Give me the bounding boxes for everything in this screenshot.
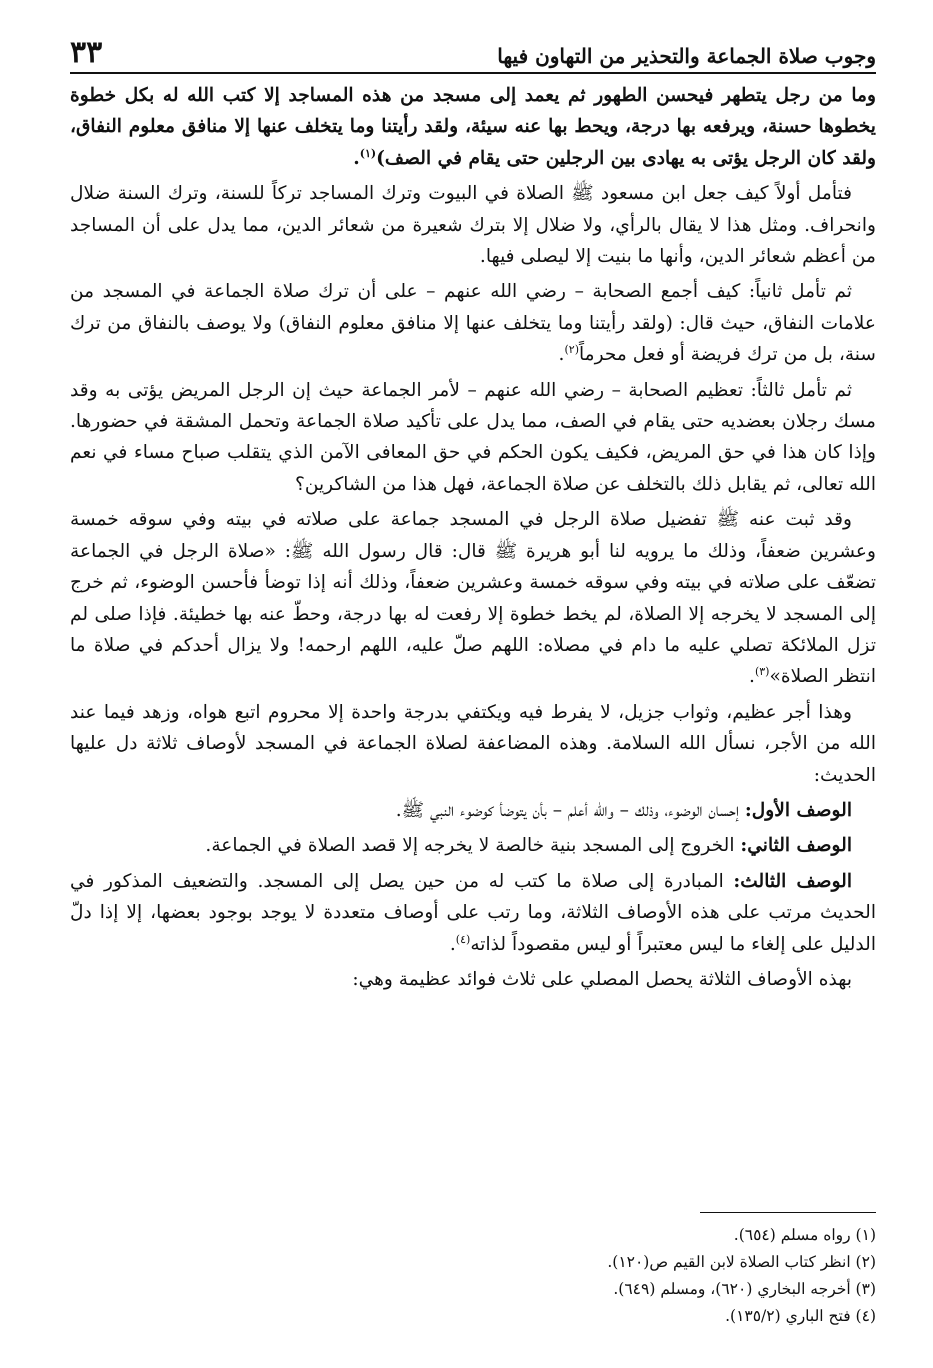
hadith-paragraph: وما من رجل يتطهر فيحسن الطهور ثم يعمد إلى مسجد من هذه المساجد إلا كتب الله له بكل خطوة يخطوها حسنة، ويرفعه بها درجة، ويحط بها عنه سيئة، ولقد رأيتنا وما يتخلف عنها إلا منافق معلوم النفاق، ولقد كان الرجل يؤتى به يهادى بين الرجلين حتى يقام في الصف)$^{(١)}$. xyxy=(70,85,876,169)
footnote-ref: (٤) xyxy=(455,932,471,946)
paragraph-second-reflection: ثم تأمل ثانياً: كيف أجمع الصحابة – رضي الله عنهم – على أن ترك صلاة الجماعة في المسجد من علامات النفاق، حيث قال: (ولقد رأيتنا وما يتخلف عنها إلا منافق معلوم النفاق) ولا يوصف بالنفاق من ترك سنة، بل من ترك فريضة أو فعل محرماً$^{(٢)}$. xyxy=(70,281,876,366)
description-third: الوصف الثالث: المبادرة إلى صلاة ما كتب له من حين يصل إلى المسجد. والتضعيف المذكور في الحديث مرتب على هذه الأوصاف الثلاثة، وما رتب على أوصاف متعددة لا يوجد بوجود بعضها، إلا إذا دلّ الدليل على إلغاء ما ليس معتبراً أو ليس مقصوداً لذاته$^{(٤)}$. xyxy=(70,870,876,955)
paragraph-hadith-abu-hurairah: وقد ثبت عنه ﷺ تفضيل صلاة الرجل في المسجد جماعة على صلاته في بيته وفي سوقه خمسة وعشرين ضعفاً، وذلك ما يرويه لنا أبو هريرة ﷺ قال: قال رسول الله ﷺ: «صلاة الرجل في الجماعة تضعّف على صلاته في بيته وفي سوقه خمسة وعشرين ضعفاً، وذلك أنه إذا توضأ فأحسن الوضوء، ثم خرج إلى المسجد لا يخرجه إلا الصلاة، لم يخط خطوة إلا رفعت له بها درجة، وحطّ عنه بها خطيئة. فإذا صلى لم تزل الملائكة تصلي عليه ما دام في مصلاه: اللهم صلّ عليه، اللهم ارحمه! ولا يزال أحدكم في صلاة ما انتظر الصلاة»$^{(٣)}$. xyxy=(70,509,876,688)
paragraph-third-reflection: ثم تأمل ثالثاً: تعظيم الصحابة – رضي الله عنهم – لأمر الجماعة حيث إن الرجل المريض يؤتى به وقد مسك رجلان بعضديه حتى يقام في الصف، مما يدل على تأكيد صلاة الجماعة وتحمل المشقة في حضورها. وإذا كان هذا في حق المريض، فكيف يكون الحكم في حق المعافى الآمن الذي يتقلب صباح مساء في نعم الله تعالى، ثم يقابل ذلك بالتخلف عن صلاة الجماعة، فهل هذا من الشاكرين؟ xyxy=(70,379,876,495)
footnote-1: (١) رواه مسلم (٦٥٤). xyxy=(733,1226,876,1244)
paragraph-closing: بهذه الأوصاف الثلاثة يحصل المصلي على ثلاث فوائد عظيمة وهي: xyxy=(352,968,852,990)
footnote-ref: (٣) xyxy=(754,665,770,679)
footnote-3: (٣) أخرجه البخاري (٦٢٠)، ومسلم (٦٤٩). xyxy=(613,1280,876,1298)
body-text xyxy=(70,80,876,995)
footnote-2: (٢) انظر كتاب الصلاة لابن القيم ص(١٢٠). xyxy=(607,1253,876,1271)
footnote-ref: (١) xyxy=(359,146,377,160)
description-second: الوصف الثاني: الخروج إلى المسجد بنية خالصة لا يخرجه إلا قصد الصلاة في الجماعة. xyxy=(205,835,852,857)
page-header xyxy=(70,28,876,74)
footnote-divider xyxy=(700,1212,876,1213)
paragraph-first-reflection: فتأمل أولاً كيف جعل ابن مسعود ﷺ الصلاة في البيوت وترك المساجد تركاً للسنة، وترك السنة ضلال وانحراف. ومثل هذا لا يقال بالرأي، ولا ضلال إلا بترك شعيرة من شعائر الدين، مما يدل على أن المساجد من أعظم شعائر الدين، وأنها ما بنيت إلا ليصلى فيها. xyxy=(70,183,876,268)
book-page xyxy=(70,28,876,1348)
footnote-ref: (٢) xyxy=(564,343,579,357)
footnote-4: (٤) فتح الباري (١٣٥/٢). xyxy=(725,1307,876,1325)
description-first: الوصف الأول: إحسان الوضوء، وذلك – والله أعلم – بأن يتوضأ كوضوء النبي ﷺ. xyxy=(395,799,852,821)
page-number: ٣٣ xyxy=(70,35,103,70)
footnotes xyxy=(70,1222,876,1330)
running-title: وجوب صلاة الجماعة والتحذير من التهاون فيها xyxy=(497,44,876,68)
paragraph-reward: وهذا أجر عظيم، وثواب جزيل، لا يفرط فيه ويكتفي بدرجة واحدة إلا محروم اتبع هواه، وزهد فيما عند الله من الأجر، نسأل الله السلامة. وهذه المضاعفة لصلاة الجماعة في المسجد لأوصاف ثلاثة دل عليها الحديث: xyxy=(70,701,876,786)
